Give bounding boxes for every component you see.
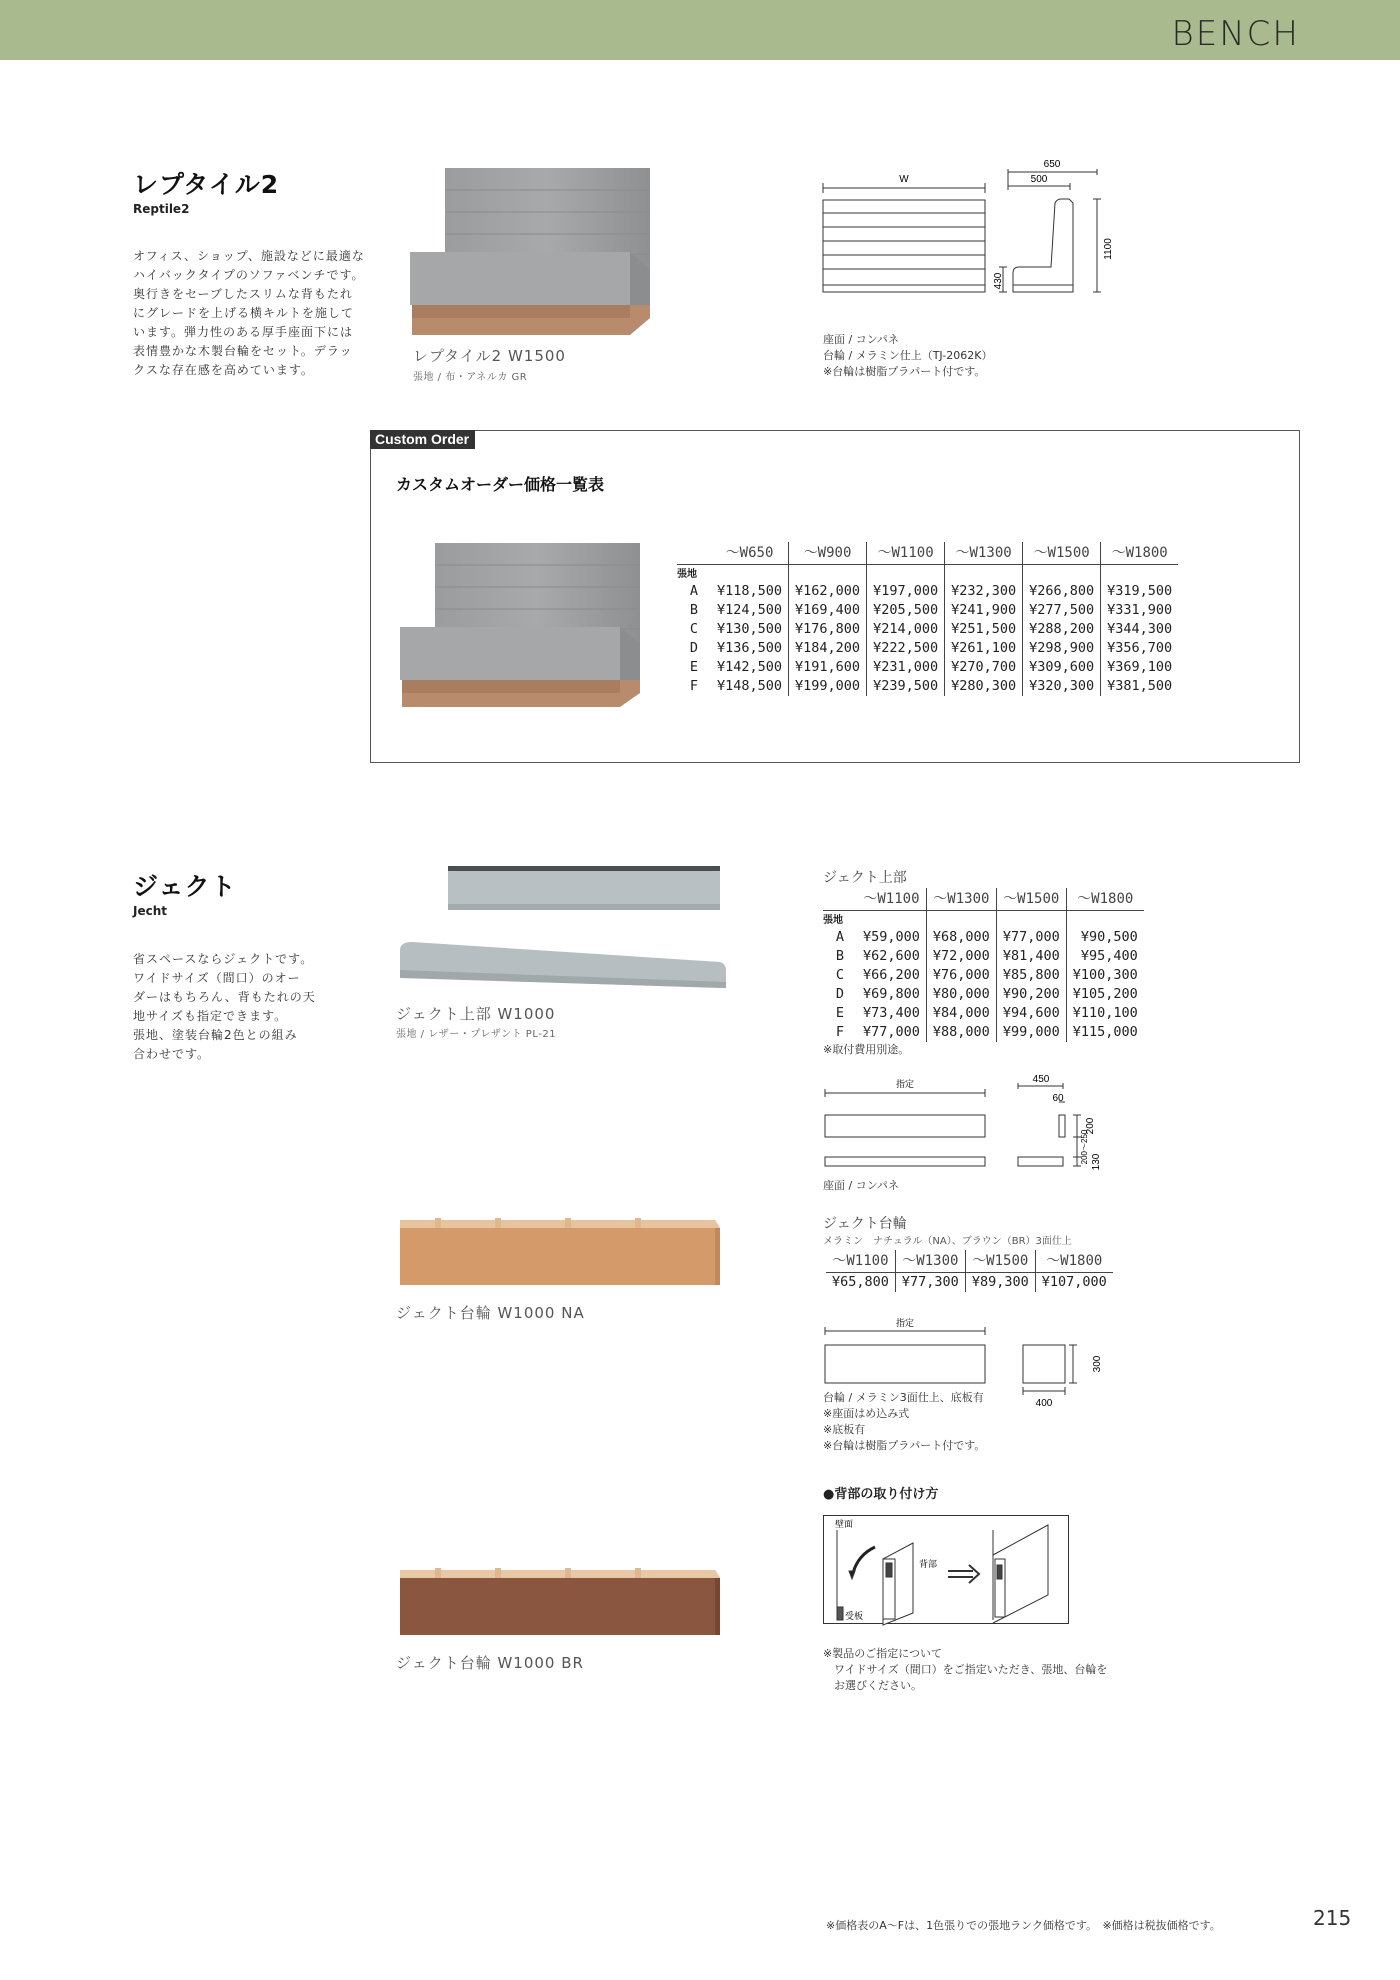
price-cell: ¥85,800: [996, 966, 1066, 985]
price-cell: ¥107,000: [1041, 1274, 1107, 1290]
jecht-top-price-table: [823, 888, 1144, 1042]
jecht-spec-note: ※製品のご指定について ワイドサイズ（間口）をご指定いただき、張地、台輪を お選びください。: [823, 1647, 1108, 1692]
col-header: ～W1300: [895, 1250, 965, 1273]
price-cell: ¥72,000: [926, 947, 996, 966]
jecht-base-br-image: [395, 1560, 725, 1640]
jecht-top-dimension-diagram: [815, 1075, 1115, 1175]
price-cell: ¥232,300: [945, 582, 1023, 601]
dim-width-label: 指定: [895, 1318, 915, 1328]
dim-300: 300: [1092, 1355, 1103, 1373]
dim-width-label: 指定: [895, 1079, 915, 1089]
price-cell: ¥176,800: [789, 620, 867, 639]
price-cell: ¥59,000: [857, 928, 926, 947]
rank-cell: B: [689, 602, 699, 618]
col-header: ～W1100: [857, 888, 926, 911]
jecht-base-table-title: ジェクト台輪: [823, 1216, 907, 1232]
table-row: [823, 1023, 1144, 1042]
jecht-description: 省スペースならジェクトです。 ワイドサイズ（間口）のオー ダーはもちろん、背もたれの天 地サイズも指定できます。 張地、塗装台輪2色との組み 合わせです。: [133, 952, 316, 1061]
rank-cell: B: [835, 948, 845, 964]
col-header: ～W1100: [826, 1250, 895, 1273]
price-cell: ¥331,900: [1107, 602, 1173, 618]
price-cell: ¥288,200: [1023, 620, 1101, 639]
rank-header: 張地: [823, 915, 843, 926]
col-header: ～W650: [711, 542, 789, 565]
jecht-base-notes: 台輪 / メラミン3面仕上、底板有 ※座面はめ込み式 ※底板有 ※台輪は樹脂プラパート付です。: [823, 1391, 986, 1452]
dim-500: 500: [1030, 174, 1048, 185]
price-cell: ¥80,000: [926, 985, 996, 1004]
rank-header: 張地: [677, 569, 697, 580]
price-cell: ¥266,800: [1023, 582, 1101, 601]
reptile-material: 張地 / 布・アネルカ GR: [413, 372, 528, 383]
price-cell: ¥277,500: [1023, 601, 1101, 620]
table-row: [677, 601, 1178, 620]
price-cell: ¥251,500: [945, 620, 1023, 639]
custom-order-title: カスタムオーダー価格一覧表: [396, 475, 605, 494]
col-header: ～W1100: [867, 542, 945, 565]
table-row: [677, 582, 1178, 601]
price-cell: ¥100,300: [1072, 967, 1138, 983]
price-cell: ¥73,400: [857, 1004, 926, 1023]
price-cell: ¥90,500: [1080, 929, 1138, 945]
mount-receiver-label: 受板: [845, 1611, 864, 1621]
dim-1100: 1100: [1103, 238, 1114, 260]
col-header: ～W1800: [1035, 1250, 1113, 1273]
rank-cell: E: [689, 659, 699, 675]
price-cell: ¥214,000: [867, 620, 945, 639]
dim-200: 200: [1085, 1117, 1096, 1135]
price-cell: ¥95,400: [1080, 948, 1138, 964]
table-row: [677, 639, 1178, 658]
table-row: [823, 947, 1144, 966]
price-cell: ¥309,600: [1023, 658, 1101, 677]
rank-cell: A: [835, 929, 845, 945]
price-cell: ¥62,600: [857, 947, 926, 966]
price-cell: ¥280,300: [945, 677, 1023, 696]
table-row: [823, 1004, 1144, 1023]
dim-650: 650: [1043, 159, 1061, 170]
price-cell: ¥356,700: [1107, 640, 1173, 656]
page-number: 215: [1313, 1906, 1352, 1930]
col-header: ～W1300: [926, 888, 996, 911]
category-title: BENCH: [1171, 14, 1300, 54]
reptile-subtitle: Reptile2: [133, 202, 190, 216]
dim-430: 430: [993, 272, 1004, 290]
price-cell: ¥148,500: [711, 677, 789, 696]
rank-cell: E: [835, 1005, 845, 1021]
price-cell: ¥270,700: [945, 658, 1023, 677]
rank-cell: A: [689, 583, 699, 599]
table-row: [823, 966, 1144, 985]
mount-heading: ●背部の取り付け方: [823, 1487, 939, 1502]
rank-cell: C: [835, 967, 845, 983]
table-row: [677, 658, 1178, 677]
mount-wall-label: 壁面: [835, 1519, 854, 1529]
price-cell: ¥320,300: [1023, 677, 1101, 696]
jecht-subtitle: Jecht: [133, 904, 167, 918]
col-header: ～W1800: [1066, 888, 1144, 911]
col-header: ～W1500: [965, 1250, 1035, 1273]
price-cell: ¥191,600: [789, 658, 867, 677]
price-cell: ¥239,500: [867, 677, 945, 696]
reptile-title: レプタイル2: [133, 170, 280, 199]
reptile-notes: 座面 / コンパネ 台輪 / メラミン仕上（TJ-2062K） ※台輪は樹脂プラパート付です。: [823, 333, 993, 378]
dim-450: 450: [1032, 1075, 1050, 1085]
price-cell: ¥231,000: [867, 658, 945, 677]
table-row: [677, 677, 1178, 696]
custom-order-price-table: [677, 542, 1178, 696]
price-cell: ¥124,500: [711, 601, 789, 620]
price-cell: ¥381,500: [1107, 678, 1173, 694]
jecht-top-table-note: ※取付費用別途。: [823, 1043, 910, 1056]
price-cell: ¥68,000: [926, 928, 996, 947]
price-cell: ¥319,500: [1107, 583, 1173, 599]
reptile-caption: レプタイル2 W1500: [413, 347, 566, 365]
price-cell: ¥130,500: [711, 620, 789, 639]
jecht-top-image: [390, 860, 730, 1000]
price-cell: ¥261,100: [945, 639, 1023, 658]
price-cell: ¥88,000: [926, 1023, 996, 1042]
price-cell: ¥118,500: [711, 582, 789, 601]
mount-back-label: 背部: [919, 1559, 938, 1569]
header-bar: [0, 0, 1400, 60]
reptile-dimension-diagram: [815, 155, 1125, 330]
price-cell: ¥344,300: [1107, 621, 1173, 637]
jecht-base-br-caption: ジェクト台輪 W1000 BR: [396, 1654, 584, 1672]
jecht-top-diagram-note: 座面 / コンパネ: [823, 1179, 899, 1192]
dim-60: 60: [1052, 1093, 1064, 1104]
jecht-top-table-title: ジェクト上部: [823, 870, 907, 886]
reptile-sofa-image: [400, 160, 660, 340]
price-cell: ¥241,900: [945, 601, 1023, 620]
jecht-base-table-subtitle: メラミン ナチュラル（NA）、ブラウン（BR）3面仕上: [823, 1236, 1072, 1247]
footer-note: ※価格表のA～Fは、1色張りでの張地ランク価格です。 ※価格は税抜価格です。: [826, 1919, 1221, 1932]
price-cell: ¥77,000: [996, 928, 1066, 947]
price-cell: ¥142,500: [711, 658, 789, 677]
table-row: [677, 620, 1178, 639]
price-cell: ¥184,200: [789, 639, 867, 658]
price-cell: ¥162,000: [789, 582, 867, 601]
price-cell: ¥69,800: [857, 985, 926, 1004]
dim-130: 130: [1091, 1153, 1102, 1171]
price-cell: ¥90,200: [996, 985, 1066, 1004]
jecht-base-na-caption: ジェクト台輪 W1000 NA: [396, 1304, 585, 1322]
price-cell: ¥110,100: [1072, 1005, 1138, 1021]
col-header: ～W1500: [996, 888, 1066, 911]
reptile-description: オフィス、ショップ、施設などに最適な ハイバックタイプのソファベンチです。 奥行きをセーブしたスリムな背もたれ にグレードを上げる横キルトを施して います。弾力性のある厚手座面下には 表情豊かな木製台輪をセット。デラッ クスな存在感を高めています。: [133, 249, 365, 377]
price-cell: ¥136,500: [711, 639, 789, 658]
price-cell: ¥205,500: [867, 601, 945, 620]
price-cell: ¥199,000: [789, 677, 867, 696]
price-cell: ¥77,300: [895, 1273, 965, 1293]
price-cell: ¥84,000: [926, 1004, 996, 1023]
rank-cell: D: [689, 640, 699, 656]
price-cell: ¥94,600: [996, 1004, 1066, 1023]
table-row: [823, 985, 1144, 1004]
jecht-base-price-table: [826, 1250, 1113, 1292]
price-cell: ¥77,000: [857, 1023, 926, 1042]
price-cell: ¥76,000: [926, 966, 996, 985]
dim-200-250: 200〜250: [1080, 1129, 1089, 1165]
col-header: ～W900: [789, 542, 867, 565]
rank-cell: F: [835, 1024, 845, 1040]
price-cell: ¥105,200: [1072, 986, 1138, 1002]
col-header: ～W1300: [945, 542, 1023, 565]
col-header: ～W1500: [1023, 542, 1101, 565]
price-cell: ¥369,100: [1107, 659, 1173, 675]
price-cell: ¥81,400: [996, 947, 1066, 966]
jecht-top-material: 張地 / レザー・プレザント PL-21: [396, 1029, 557, 1040]
price-cell: ¥197,000: [867, 582, 945, 601]
price-cell: ¥89,300: [965, 1273, 1035, 1293]
price-cell: ¥169,400: [789, 601, 867, 620]
jecht-top-caption: ジェクト上部 W1000: [396, 1005, 556, 1023]
custom-order-tag: Custom Order: [370, 430, 475, 449]
price-cell: ¥222,500: [867, 639, 945, 658]
rank-cell: C: [689, 621, 699, 637]
dim-400: 400: [1035, 1398, 1053, 1409]
price-cell: ¥66,200: [857, 966, 926, 985]
table-row: [823, 928, 1144, 947]
jecht-title: ジェクト: [133, 872, 237, 901]
col-header: ～W1800: [1101, 542, 1179, 565]
mount-diagram: [823, 1515, 1071, 1627]
price-cell: ¥298,900: [1023, 639, 1101, 658]
price-cell: ¥115,000: [1072, 1024, 1138, 1040]
jecht-base-na-image: [395, 1210, 725, 1290]
dim-w-label: W: [899, 174, 909, 185]
custom-order-sofa-image: [395, 535, 655, 715]
price-cell: ¥65,800: [826, 1273, 895, 1293]
rank-cell: F: [689, 678, 699, 694]
price-cell: ¥99,000: [996, 1023, 1066, 1042]
rank-cell: D: [835, 986, 845, 1002]
